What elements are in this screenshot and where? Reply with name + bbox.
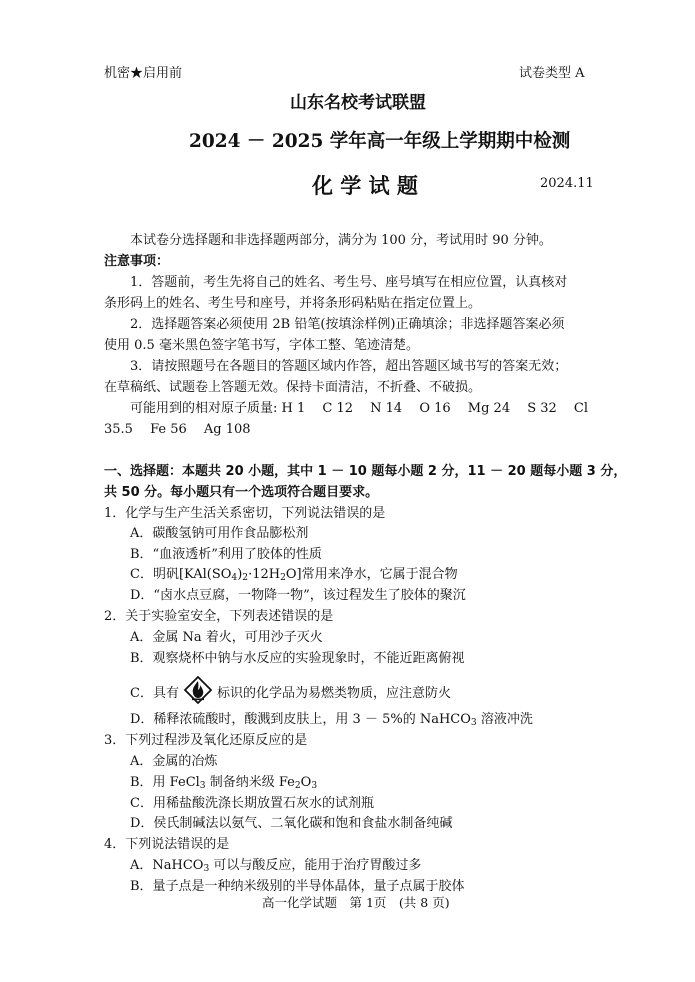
q1-option-c: C．明矾$[KAl(SO_4)_2\cdot 12H_2O]$常用来净水，它属于混合物 bbox=[130, 567, 458, 583]
q3-stem: 3．下列过程涉及氧化还原反应的是 bbox=[104, 733, 308, 748]
q1-option-a: A．碳酸氢钠可用作食品膨松剂 bbox=[130, 526, 309, 541]
paper-type-label: 试卷类型 A bbox=[519, 66, 585, 81]
q1-option-b: B．“血液透析”利用了胶体的性质 bbox=[130, 547, 322, 562]
section-heading-1: 一、选择题：本题共 20 小题，其中 1 － 10 题每小题 2 分，11 － 20 题每小题 3 分， bbox=[104, 464, 627, 479]
notice-title: 注意事项： bbox=[104, 254, 170, 269]
notice-2a: 2．选择题答案必须使用 2B 铅笔(按填涂样例)正确填涂；非选择题答案必须 bbox=[130, 317, 565, 332]
exam-title: 2024 － 2025 学年高一年级上学期期中检测 bbox=[189, 131, 571, 152]
alliance-title: 山东名校考试联盟 bbox=[290, 93, 426, 113]
section-heading-2: 共 50 分。每小题只有一个选项符合题目要求。 bbox=[104, 485, 379, 500]
q1-option-d: D．“卤水点豆腐，一物降一物”，该过程发生了胶体的聚沉 bbox=[130, 588, 466, 603]
confidential-label: 机密★启用前 bbox=[104, 66, 183, 81]
q3-option-a: A．金属的冶炼 bbox=[130, 754, 218, 769]
exam-date: 2024.11 bbox=[540, 176, 594, 191]
intro-line: 本试卷分选择题和非选择题两部分，满分为 100 分，考试用时 90 分钟。 bbox=[130, 233, 552, 248]
q2-option-b: B．观察烧杯中钠与水反应的实验现象时，不能近距离俯视 bbox=[130, 651, 465, 666]
q4-option-a: A．NaHCO$_3$ 可以与酸反应，能用于治疗胃酸过多 bbox=[130, 858, 422, 874]
q3-option-c: C．用稀盐酸洗涤长期放置石灰水的试剂瓶 bbox=[130, 796, 374, 811]
subject-title: 化 学 试 题 bbox=[312, 173, 418, 198]
q1-stem: 1．化学与生产生活关系密切，下列说法错误的是 bbox=[104, 506, 386, 521]
q4-stem: 4．下列说法错误的是 bbox=[104, 837, 230, 852]
q2-option-d: D．稀释浓硫酸时，酸溅到皮肤上，用 3 － 5%的 NaHCO$_3$ 溶液冲洗 bbox=[130, 712, 533, 728]
q2-option-c: C．具有 标识的化学品为易燃类物质，应注意防火 bbox=[130, 675, 451, 709]
q2-option-a: A．金属 Na 着火，可用沙子灭火 bbox=[130, 630, 323, 645]
notice-1a: 1．答题前，考生先将自己的姓名、考生号、座号填写在相应位置，认真核对 bbox=[130, 275, 568, 290]
notice-3a: 3．请按照题号在各题目的答题区域内作答，超出答题区域书写的答案无效； bbox=[130, 359, 568, 374]
notice-3b: 在草稿纸、试题卷上答题无效。保持卡面清洁，不折叠、不破损。 bbox=[104, 380, 482, 395]
atomic-mass-a: 可能用到的相对原子质量: H 1 C 12 N 14 O 16 Mg 24 S 32 Cl bbox=[130, 401, 589, 416]
q3-option-d: D．侯氏制碱法以氨气、二氧化碳和饱和食盐水制备纯碱 bbox=[130, 816, 453, 831]
notice-1b: 条形码上的姓名、考生号和座号，并将条形码粘贴在指定位置上。 bbox=[104, 296, 482, 311]
q3-option-b: B．用 FeCl$_3$ 制备纳米级 $Fe_2O_3$ bbox=[130, 775, 318, 791]
q2-stem: 2．关于实验室安全，下列表述错误的是 bbox=[104, 609, 334, 624]
notice-2b: 使用 0.5 毫米黑色签字笔书写，字体工整、笔迹清楚。 bbox=[104, 338, 419, 353]
page-footer: 高一化学试题 第 1页 (共 8 页) bbox=[262, 895, 450, 910]
atomic-mass-b: 35.5 Fe 56 Ag 108 bbox=[104, 422, 251, 437]
flammable-hazard-icon bbox=[183, 675, 213, 709]
q4-option-b: B．量子点是一种纳米级别的半导体晶体，量子点属于胶体 bbox=[130, 879, 465, 894]
